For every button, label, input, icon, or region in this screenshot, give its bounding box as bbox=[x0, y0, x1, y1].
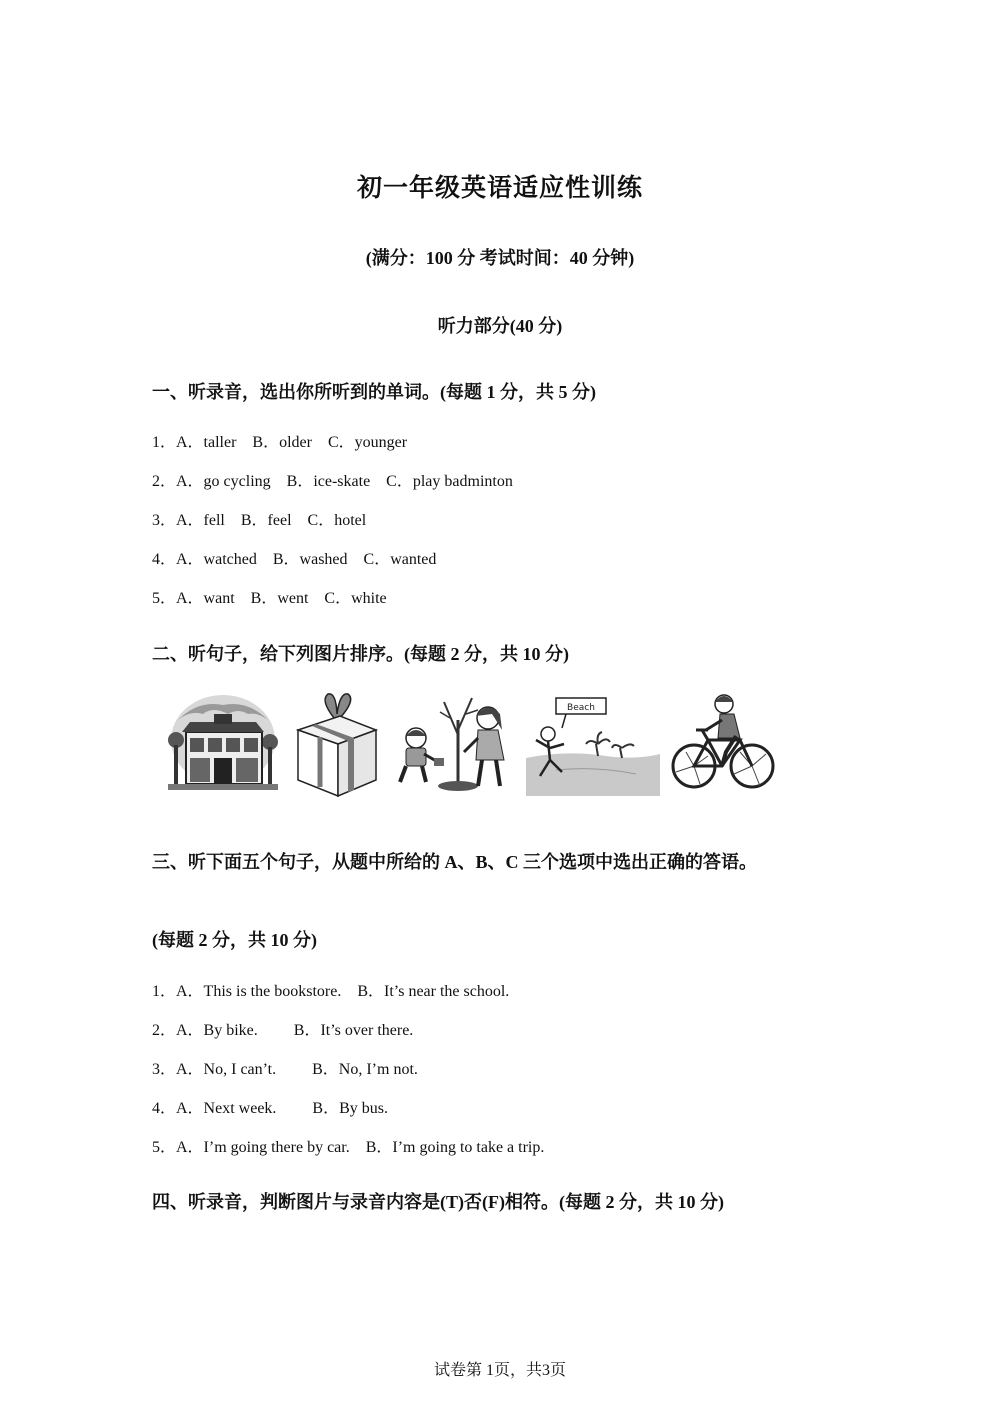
page-footer: 试卷第 1页，共3页 bbox=[433, 1362, 566, 1379]
section3-item-2: 2．A．By bike. B．It’s over there. bbox=[152, 1022, 414, 1039]
exam-subtitle: (满分：100 分 考试时间：40 分钟) bbox=[365, 248, 635, 268]
section1-item-2: 2．A．go cycling B．ice-skate C．play badminton bbox=[152, 473, 513, 490]
section1-item-5: 5．A．want B．went C．white bbox=[152, 590, 387, 607]
listening-part-heading: 听力部分(40 分) bbox=[437, 316, 563, 336]
section3-heading-points: (每题 2 分，共 10 分) bbox=[152, 930, 317, 950]
bicycle-rider-picture bbox=[670, 690, 776, 796]
planting-tree-picture bbox=[392, 690, 518, 795]
section4-heading: 四、听录音，判断图片与录音内容是(T)否(F)相符。(每题 2 分，共 10 分) bbox=[152, 1192, 724, 1212]
section1-item-3: 3．A．fell B．feel C．hotel bbox=[152, 512, 367, 529]
section1-heading: 一、听录音，选出你所听到的单词。(每题 1 分，共 5 分) bbox=[152, 382, 596, 402]
beach-sign-text: Beach bbox=[567, 703, 595, 713]
section3-item-1: 1．A．This is the bookstore. B．It’s near the school. bbox=[152, 983, 510, 1000]
section3-item-4: 4．A．Next week. B．By bus. bbox=[152, 1100, 388, 1117]
beach-picture bbox=[526, 690, 660, 796]
gift-box-picture bbox=[294, 690, 380, 800]
section1-item-4: 4．A．watched B．washed C．wanted bbox=[152, 551, 437, 568]
section2-heading: 二、听句子，给下列图片排序。(每题 2 分，共 10 分) bbox=[152, 644, 569, 664]
bookstore-building-picture bbox=[168, 690, 278, 795]
section3-item-3: 3．A．No, I can’t. B．No, I’m not. bbox=[152, 1061, 418, 1078]
section3-heading: 三、听下面五个句子，从题中所给的 A、B、C 三个选项中选出正确的答语。 bbox=[152, 852, 758, 872]
exam-title: 初一年级英语适应性训练 bbox=[356, 175, 643, 202]
section3-item-5: 5．A．I’m going there by car. B．I’m going to take a trip. bbox=[152, 1139, 545, 1156]
section1-item-1: 1．A．taller B．older C．younger bbox=[152, 434, 408, 451]
